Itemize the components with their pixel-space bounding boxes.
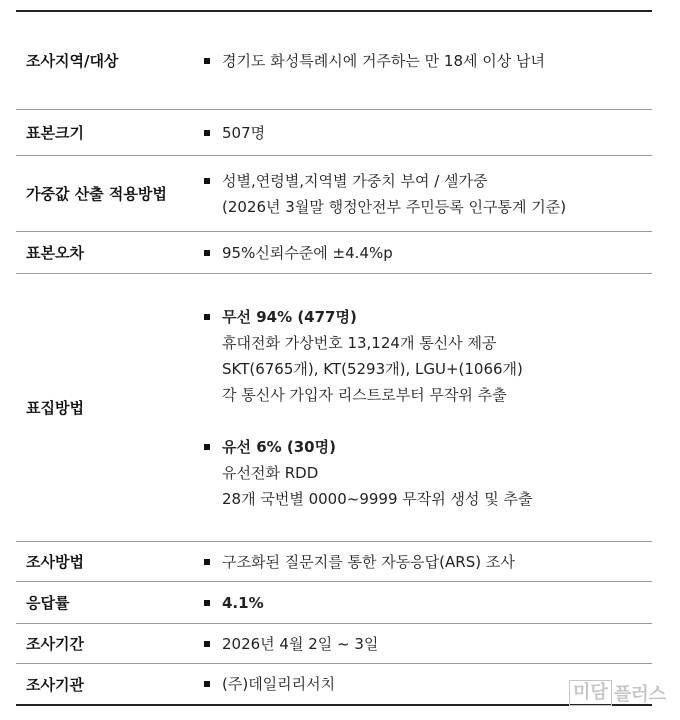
row-content — [204, 304, 652, 512]
row-error — [16, 232, 652, 274]
row-label: 표본오차 — [26, 244, 84, 262]
row-content — [204, 631, 652, 657]
row-content — [204, 590, 652, 616]
bullet-square-icon — [204, 250, 210, 256]
wired-line: 유선전화 RDD — [222, 463, 319, 482]
wireless-head: 무선 94% (477명) — [222, 307, 357, 326]
row-label: 조사방법 — [26, 553, 84, 571]
row-label: 응답률 — [26, 594, 70, 612]
row-period — [16, 624, 652, 664]
row-label: 표집방법 — [26, 399, 84, 417]
row-collection — [16, 274, 652, 542]
wireless-line: 각 통신사 가입자 리스트로부터 무작위 추출 — [222, 385, 507, 404]
bullet-square-icon — [204, 178, 210, 184]
bullet-square-icon — [204, 130, 210, 136]
row-label: 조사기간 — [26, 635, 84, 653]
row-value: 4.1% — [222, 593, 264, 612]
row-value: 507명 — [222, 123, 266, 142]
watermark-logo — [569, 680, 666, 706]
wireless-line: 휴대전화 가상번호 13,124개 통신사 제공 — [222, 333, 497, 352]
row-content — [204, 240, 652, 266]
bullet-square-icon — [204, 641, 210, 647]
row-value: (주)데일리리서치 — [222, 675, 336, 693]
row-value: 성별,연령별,지역별 가중치 부여 / 셀가중 — [222, 171, 488, 190]
row-label: 가중값 산출 적용방법 — [26, 185, 167, 203]
watermark-box: 미담 — [569, 680, 612, 706]
row-value: 2026년 4월 2일 ~ 3일 — [222, 634, 379, 653]
row-response — [16, 582, 652, 624]
row-label: 조사지역/대상 — [26, 52, 119, 70]
row-sample — [16, 110, 652, 156]
wired-head: 유선 6% (30명) — [222, 437, 336, 456]
row-area — [16, 12, 652, 110]
bullet-square-icon — [204, 444, 210, 450]
row-content — [204, 48, 652, 74]
row-subvalue: (2026년 3월말 행정안전부 주민등록 인구통계 기준) — [222, 197, 567, 216]
row-label: 표본크기 — [26, 124, 84, 142]
row-weight — [16, 156, 652, 232]
bullet-square-icon — [204, 600, 210, 606]
row-content — [204, 168, 652, 220]
wired-line: 28개 국번별 0000~9999 무작위 생성 및 추출 — [222, 489, 533, 508]
row-value: 95%신뢰수준에 ±4.4%p — [222, 243, 393, 262]
bullet-square-icon — [204, 314, 210, 320]
wireless-line: SKT(6765개), KT(5293개), LGU+(1066개) — [222, 359, 523, 378]
row-method — [16, 542, 652, 582]
bullet-square-icon — [204, 681, 210, 687]
row-org — [16, 664, 652, 706]
row-label: 조사기관 — [26, 675, 84, 694]
survey-info-table — [16, 10, 652, 706]
watermark-text: 플러스 — [613, 684, 666, 705]
bullet-square-icon — [204, 58, 210, 64]
row-value: 경기도 화성특례시에 거주하는 만 18세 이상 남녀 — [222, 51, 546, 70]
row-value: 구조화된 질문지를 통한 자동응답(ARS) 조사 — [222, 552, 515, 571]
row-content — [204, 120, 652, 146]
bullet-square-icon — [204, 559, 210, 565]
row-content — [204, 549, 652, 575]
